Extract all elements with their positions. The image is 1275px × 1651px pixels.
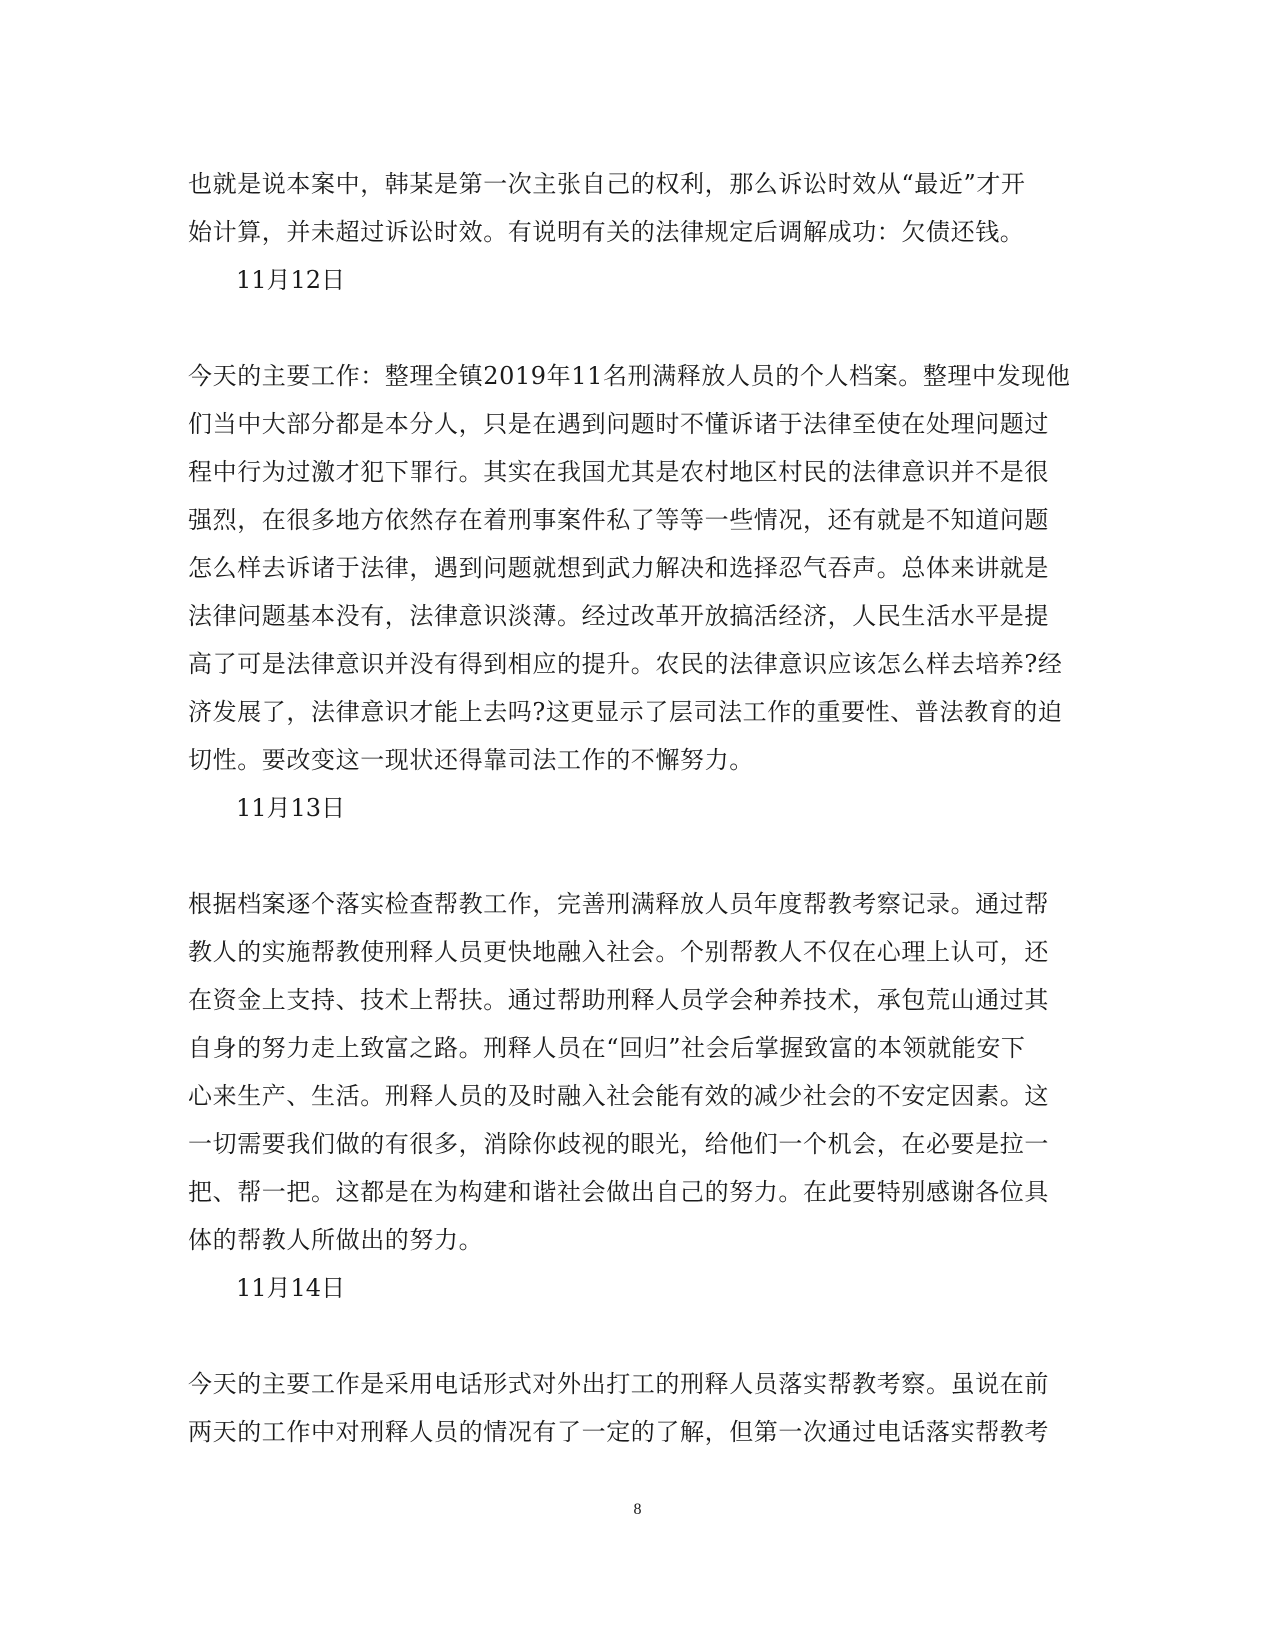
paragraph <box>188 1360 1088 1456</box>
text-line: 也就是说本案中，韩某是第一次主张自己的权利，那么诉讼时效从“最近”才开 <box>188 170 1026 198</box>
document-body <box>188 160 1088 1456</box>
paragraph <box>188 352 1088 784</box>
text-line: 教人的实施帮教使刑释人员更快地融入社会。个别帮教人不仅在心理上认可，还 <box>188 938 1049 966</box>
text-line: 一切需要我们做的有很多，消除你歧视的眼光，给他们一个机会，在必要是拉一 <box>188 1130 1049 1158</box>
text-line: 切性。要改变这一现状还得靠司法工作的不懈努力。 <box>188 746 754 774</box>
paragraph <box>188 880 1088 1264</box>
text-line: 自身的努力走上致富之路。刑释人员在“回归”社会后掌握致富的本领就能安下 <box>188 1034 1026 1062</box>
date-heading: 11月12日 <box>236 266 346 294</box>
text-line: 今天的主要工作：整理全镇2019年11名刑满释放人员的个人档案。整理中发现他 <box>188 362 1071 390</box>
date-heading: 11月14日 <box>236 1274 346 1302</box>
text-line: 们当中大部分都是本分人，只是在遇到问题时不懂诉诸于法律至使在处理问题过 <box>188 410 1049 438</box>
spacer <box>188 1312 1088 1360</box>
text-line: 高了可是法律意识并没有得到相应的提升。农民的法律意识应该怎么样去培养?经 <box>188 650 1063 678</box>
date-heading: 11月13日 <box>236 794 346 822</box>
text-line: 把、帮一把。这都是在为构建和谐社会做出自己的努力。在此要特别感谢各位具 <box>188 1178 1049 1206</box>
text-line: 程中行为过激才犯下罪行。其实在我国尤其是农村地区村民的法律意识并不是很 <box>188 458 1049 486</box>
text-line: 怎么样去诉诸于法律，遇到问题就想到武力解决和选择忍气吞声。总体来讲就是 <box>188 554 1049 582</box>
text-line: 法律问题基本没有，法律意识淡薄。经过改革开放搞活经济，人民生活水平是提 <box>188 602 1049 630</box>
text-line: 始计算，并未超过诉讼时效。有说明有关的法律规定后调解成功：欠债还钱。 <box>188 218 1025 246</box>
text-line: 今天的主要工作是采用电话形式对外出打工的刑释人员落实帮教考察。虽说在前 <box>188 1370 1049 1398</box>
spacer <box>188 832 1088 880</box>
text-line: 强烈，在很多地方依然存在着刑事案件私了等等一些情况，还有就是不知道问题 <box>188 506 1049 534</box>
text-line: 两天的工作中对刑释人员的情况有了一定的了解，但第一次通过电话落实帮教考 <box>188 1418 1049 1446</box>
text-line: 心来生产、生活。刑释人员的及时融入社会能有效的减少社会的不安定因素。这 <box>188 1082 1049 1110</box>
text-line: 体的帮教人所做出的努力。 <box>188 1226 484 1254</box>
spacer <box>188 304 1088 352</box>
text-line: 根据档案逐个落实检查帮教工作，完善刑满释放人员年度帮教考察记录。通过帮 <box>188 890 1049 918</box>
text-line: 在资金上支持、技术上帮扶。通过帮助刑释人员学会种养技术，承包荒山通过其 <box>188 986 1049 1014</box>
paragraph <box>188 160 1088 256</box>
page-number: 8 <box>633 1501 642 1518</box>
text-line: 济发展了，法律意识才能上去吗?这更显示了层司法工作的重要性、普法教育的迫 <box>188 698 1063 726</box>
